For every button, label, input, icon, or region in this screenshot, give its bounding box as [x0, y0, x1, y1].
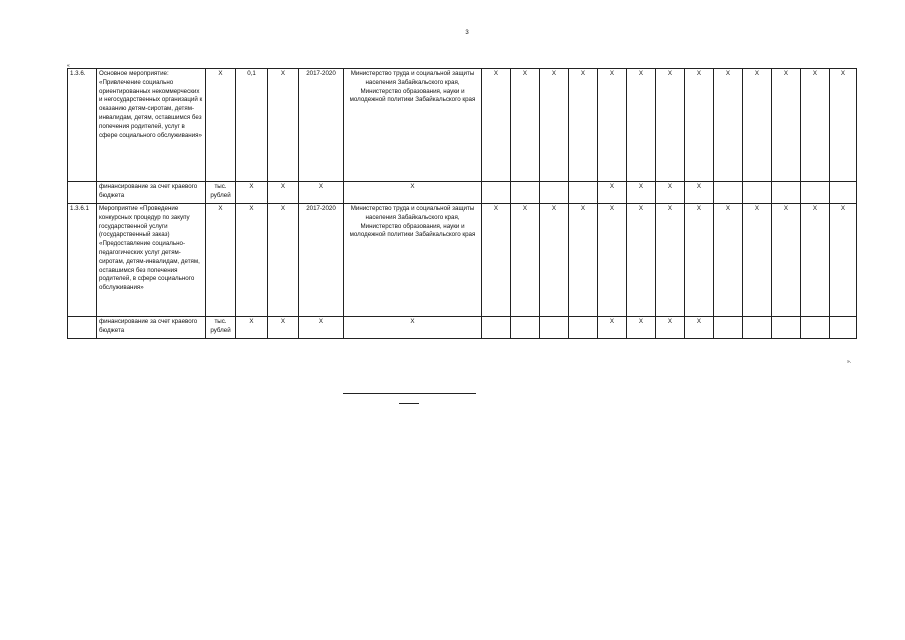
value-cell	[482, 182, 511, 204]
row-number-cell: 1.3.6.	[68, 69, 97, 182]
value-cell	[714, 317, 743, 339]
unit-cell: тыс. рублей	[206, 317, 236, 339]
value-cell: Х	[685, 204, 714, 317]
value-cell: Х	[627, 182, 656, 204]
value-cell	[569, 317, 598, 339]
value-cell: Х	[540, 204, 569, 317]
value-cell: Х	[830, 69, 857, 182]
value-cell: Х	[772, 204, 801, 317]
value-cell: Х	[743, 204, 772, 317]
row-number-cell	[68, 317, 97, 339]
value-cell: Х	[511, 204, 540, 317]
indicator-cell: Х	[268, 69, 299, 182]
closing-rule-short	[399, 403, 419, 404]
value-cell: Х	[656, 204, 685, 317]
executor-cell: Х	[344, 317, 482, 339]
indicator-cell: Х	[268, 204, 299, 317]
quote-open-mark: «	[67, 63, 70, 69]
quote-close-mark: ».	[847, 359, 852, 365]
value-cell	[801, 182, 830, 204]
period-cell: Х	[299, 317, 344, 339]
value-cell: Х	[801, 69, 830, 182]
indicator-cell: Х	[236, 182, 268, 204]
value-cell: Х	[685, 182, 714, 204]
value-cell: Х	[656, 317, 685, 339]
value-cell	[569, 182, 598, 204]
indicator-cell: Х	[236, 204, 268, 317]
value-cell	[540, 182, 569, 204]
value-cell	[511, 182, 540, 204]
program-table	[67, 68, 857, 339]
indicator-cell: 0,1	[236, 69, 268, 182]
page-number: 3	[465, 30, 469, 36]
value-cell: Х	[598, 317, 627, 339]
value-cell: Х	[598, 69, 627, 182]
value-cell: Х	[627, 69, 656, 182]
value-cell: Х	[627, 204, 656, 317]
row-number-cell: 1.3.6.1	[68, 204, 97, 317]
activity-name-cell: Мероприятие «Проведение конкурсных процедур по закупу государственной услуги (государственный заказ) «Предоставление социально-педагогических услуг детям-сиротам, детям-инвалидам, детям, оставшимся без попечения родителей, в сфере социального обслуживания»	[97, 204, 206, 317]
executor-cell: Министерство труда и социальной защиты населения Забайкальского края, Министерство образования, науки и молодежной политики Забайкальского края	[344, 69, 482, 182]
value-cell: Х	[743, 69, 772, 182]
value-cell	[743, 317, 772, 339]
unit-cell: Х	[206, 204, 236, 317]
unit-cell: Х	[206, 69, 236, 182]
value-cell: Х	[540, 69, 569, 182]
value-cell	[830, 182, 857, 204]
value-cell	[743, 182, 772, 204]
value-cell	[714, 182, 743, 204]
value-cell: Х	[656, 69, 685, 182]
table-row	[68, 182, 857, 204]
value-cell: Х	[511, 69, 540, 182]
value-cell: Х	[482, 204, 511, 317]
value-cell: Х	[714, 69, 743, 182]
value-cell: Х	[714, 204, 743, 317]
value-cell: Х	[482, 69, 511, 182]
unit-cell: тыс. рублей	[206, 182, 236, 204]
value-cell: Х	[598, 204, 627, 317]
value-cell: Х	[772, 69, 801, 182]
period-cell: Х	[299, 182, 344, 204]
value-cell: Х	[627, 317, 656, 339]
indicator-cell: Х	[268, 182, 299, 204]
activity-name-cell: финансирование за счет краевого бюджета	[97, 317, 206, 339]
value-cell	[772, 317, 801, 339]
executor-cell: Х	[344, 182, 482, 204]
indicator-cell: Х	[236, 317, 268, 339]
value-cell	[540, 317, 569, 339]
value-cell: Х	[801, 204, 830, 317]
indicator-cell: Х	[268, 317, 299, 339]
value-cell: Х	[685, 69, 714, 182]
value-cell: Х	[685, 317, 714, 339]
table-row	[68, 69, 857, 182]
activity-name-cell: финансирование за счет краевого бюджета	[97, 182, 206, 204]
value-cell	[482, 317, 511, 339]
value-cell: Х	[569, 204, 598, 317]
period-cell: 2017-2020	[299, 204, 344, 317]
value-cell	[801, 317, 830, 339]
value-cell	[830, 317, 857, 339]
table-row	[68, 204, 857, 317]
value-cell	[511, 317, 540, 339]
value-cell: Х	[569, 69, 598, 182]
row-number-cell	[68, 182, 97, 204]
period-cell: 2017-2020	[299, 69, 344, 182]
value-cell	[772, 182, 801, 204]
value-cell: Х	[830, 204, 857, 317]
closing-rule-long	[343, 393, 476, 394]
value-cell: Х	[598, 182, 627, 204]
value-cell: Х	[656, 182, 685, 204]
activity-name-cell: Основное мероприятие: «Привлечение социально ориентированных некоммерческих и негосударственных организаций к оказанию детям-сиротам, детям-инвалидам, детям, оставшимся без попечения родителей, услуг в сфере социального обслуживания»	[97, 69, 206, 182]
table-row	[68, 317, 857, 339]
executor-cell: Министерство труда и социальной защиты населения Забайкальского края, Министерство образования, науки и молодежной политики Забайкальского края	[344, 204, 482, 317]
